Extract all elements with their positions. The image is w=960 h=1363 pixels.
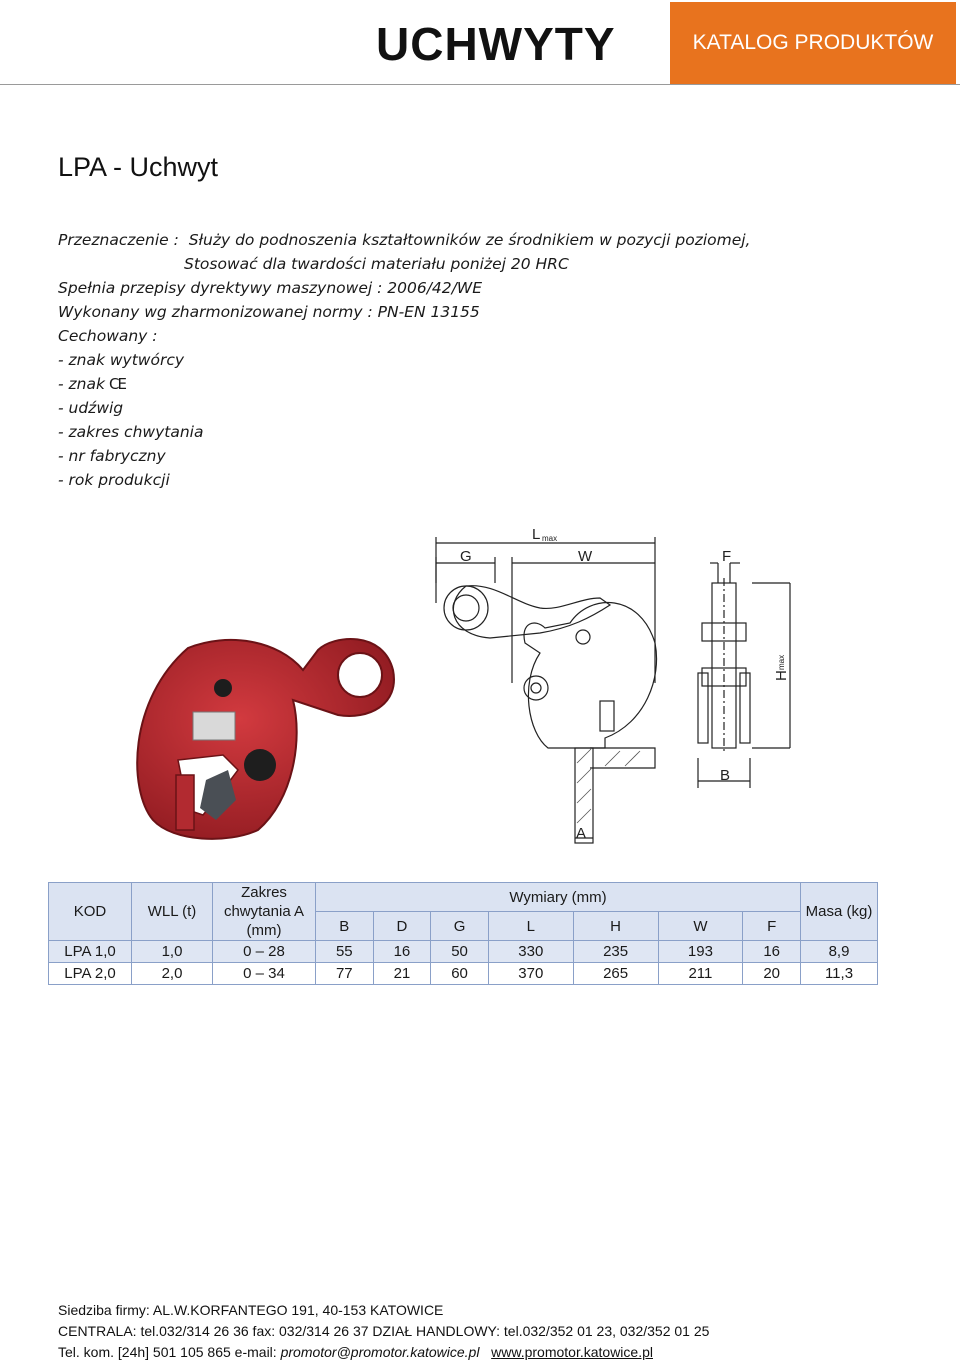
header-dim: L <box>488 912 573 941</box>
header-dim: B <box>316 912 374 941</box>
cell-w: 211 <box>658 963 743 985</box>
header-dim: G <box>431 912 489 941</box>
cell-zakres: 0 – 28 <box>213 941 316 963</box>
label-h-sub: max <box>777 654 786 670</box>
cell-b: 55 <box>316 941 374 963</box>
norm-value: PN-EN 13155 <box>377 303 480 321</box>
marking-item: - zakres chwytania <box>58 423 204 441</box>
cell-h: 235 <box>573 941 658 963</box>
cell-zakres: 0 – 34 <box>213 963 316 985</box>
footer-email-link[interactable]: promotor@promotor.katowice.pl <box>280 1344 480 1360</box>
header-wll: WLL (t) <box>132 883 213 941</box>
cell-masa: 8,9 <box>801 941 878 963</box>
header-title: UCHWYTY <box>376 18 616 70</box>
header-dim: F <box>743 912 801 941</box>
cell-wll: 1,0 <box>132 941 213 963</box>
norm-line <box>58 300 751 324</box>
footer-address: Siedziba firmy: AL.W.KORFANTEGO 191, 40-153 KATOWICE <box>58 1302 444 1318</box>
cell-l: 370 <box>488 963 573 985</box>
marking-item-label: - znak <box>58 375 105 393</box>
cell-kod: LPA 2,0 <box>49 963 132 985</box>
footer-website-link[interactable]: www.promotor.katowice.pl <box>491 1344 653 1360</box>
cell-w: 193 <box>658 941 743 963</box>
product-description <box>58 228 751 492</box>
cell-b: 77 <box>316 963 374 985</box>
catalog-badge <box>670 2 956 84</box>
purpose-text: Służy do podnoszenia kształtowników ze środnikiem w pozycji poziomej, <box>188 231 751 249</box>
cell-g: 50 <box>431 941 489 963</box>
cell-l: 330 <box>488 941 573 963</box>
cell-masa: 11,3 <box>801 963 878 985</box>
label-b: B <box>720 767 731 784</box>
directive-line <box>58 276 751 300</box>
header-dim: H <box>573 912 658 941</box>
marking-item: - rok produkcji <box>58 471 170 489</box>
cell-d: 21 <box>373 963 431 985</box>
label-l-sub: max <box>542 534 558 543</box>
catalog-badge-label: KATALOG PRODUKTÓW <box>692 31 934 54</box>
header-divider <box>0 84 960 85</box>
header-wymiary: Wymiary (mm) <box>316 883 801 912</box>
marking-item: - udźwig <box>58 399 124 417</box>
marking-item: - znak wytwórcy <box>58 351 185 369</box>
purpose-label: Przeznaczenie : <box>58 231 179 249</box>
cell-f: 20 <box>743 963 801 985</box>
footer-phones: CENTRALA: tel.032/314 26 36 fax: 032/314 26 37 DZIAŁ HANDLOWY: tel.032/352 01 23, 032/352 01 25 <box>58 1323 710 1339</box>
directive-label: Spełnia przepisy dyrektywy maszynowej : <box>58 279 383 297</box>
header-zakres: Zakres chwytania A (mm) <box>213 883 316 941</box>
label-a: A <box>576 825 587 842</box>
cell-f: 16 <box>743 941 801 963</box>
cell-kod: LPA 1,0 <box>49 941 132 963</box>
header-dim: D <box>373 912 431 941</box>
label-g: G <box>460 548 472 565</box>
label-w: W <box>578 548 593 565</box>
label-l: L <box>532 526 541 543</box>
ce-mark-icon: CE <box>108 375 125 393</box>
purpose-line <box>58 228 751 252</box>
cell-g: 60 <box>431 963 489 985</box>
header-dim: W <box>658 912 743 941</box>
header-kod: KOD <box>49 883 132 941</box>
cell-d: 16 <box>373 941 431 963</box>
cell-wll: 2,0 <box>132 963 213 985</box>
footer-contact <box>58 1342 709 1363</box>
header-masa: Masa (kg) <box>801 883 878 941</box>
hardness-note: Stosować dla twardości materiału poniżej 20 HRC <box>184 255 569 273</box>
page-title: LPA - Uchwyt <box>58 152 219 182</box>
footer-mobile: Tel. kom. [24h] 501 105 865 e-mail: <box>58 1344 281 1360</box>
spec-table <box>48 882 878 985</box>
cell-h: 265 <box>573 963 658 985</box>
table-row <box>49 941 878 963</box>
label-h: H <box>773 670 790 681</box>
product-photo <box>128 630 398 842</box>
norm-label: Wykonany wg zharmonizowanej normy : <box>58 303 373 321</box>
label-f: F <box>722 548 732 565</box>
directive-value: 2006/42/WE <box>387 279 482 297</box>
company-footer <box>58 1300 709 1363</box>
technical-drawing <box>430 523 830 853</box>
table-row <box>49 963 878 985</box>
marking-label: Cechowany : <box>58 327 158 345</box>
marking-item-ce <box>58 372 751 396</box>
marking-item: - nr fabryczny <box>58 447 166 465</box>
